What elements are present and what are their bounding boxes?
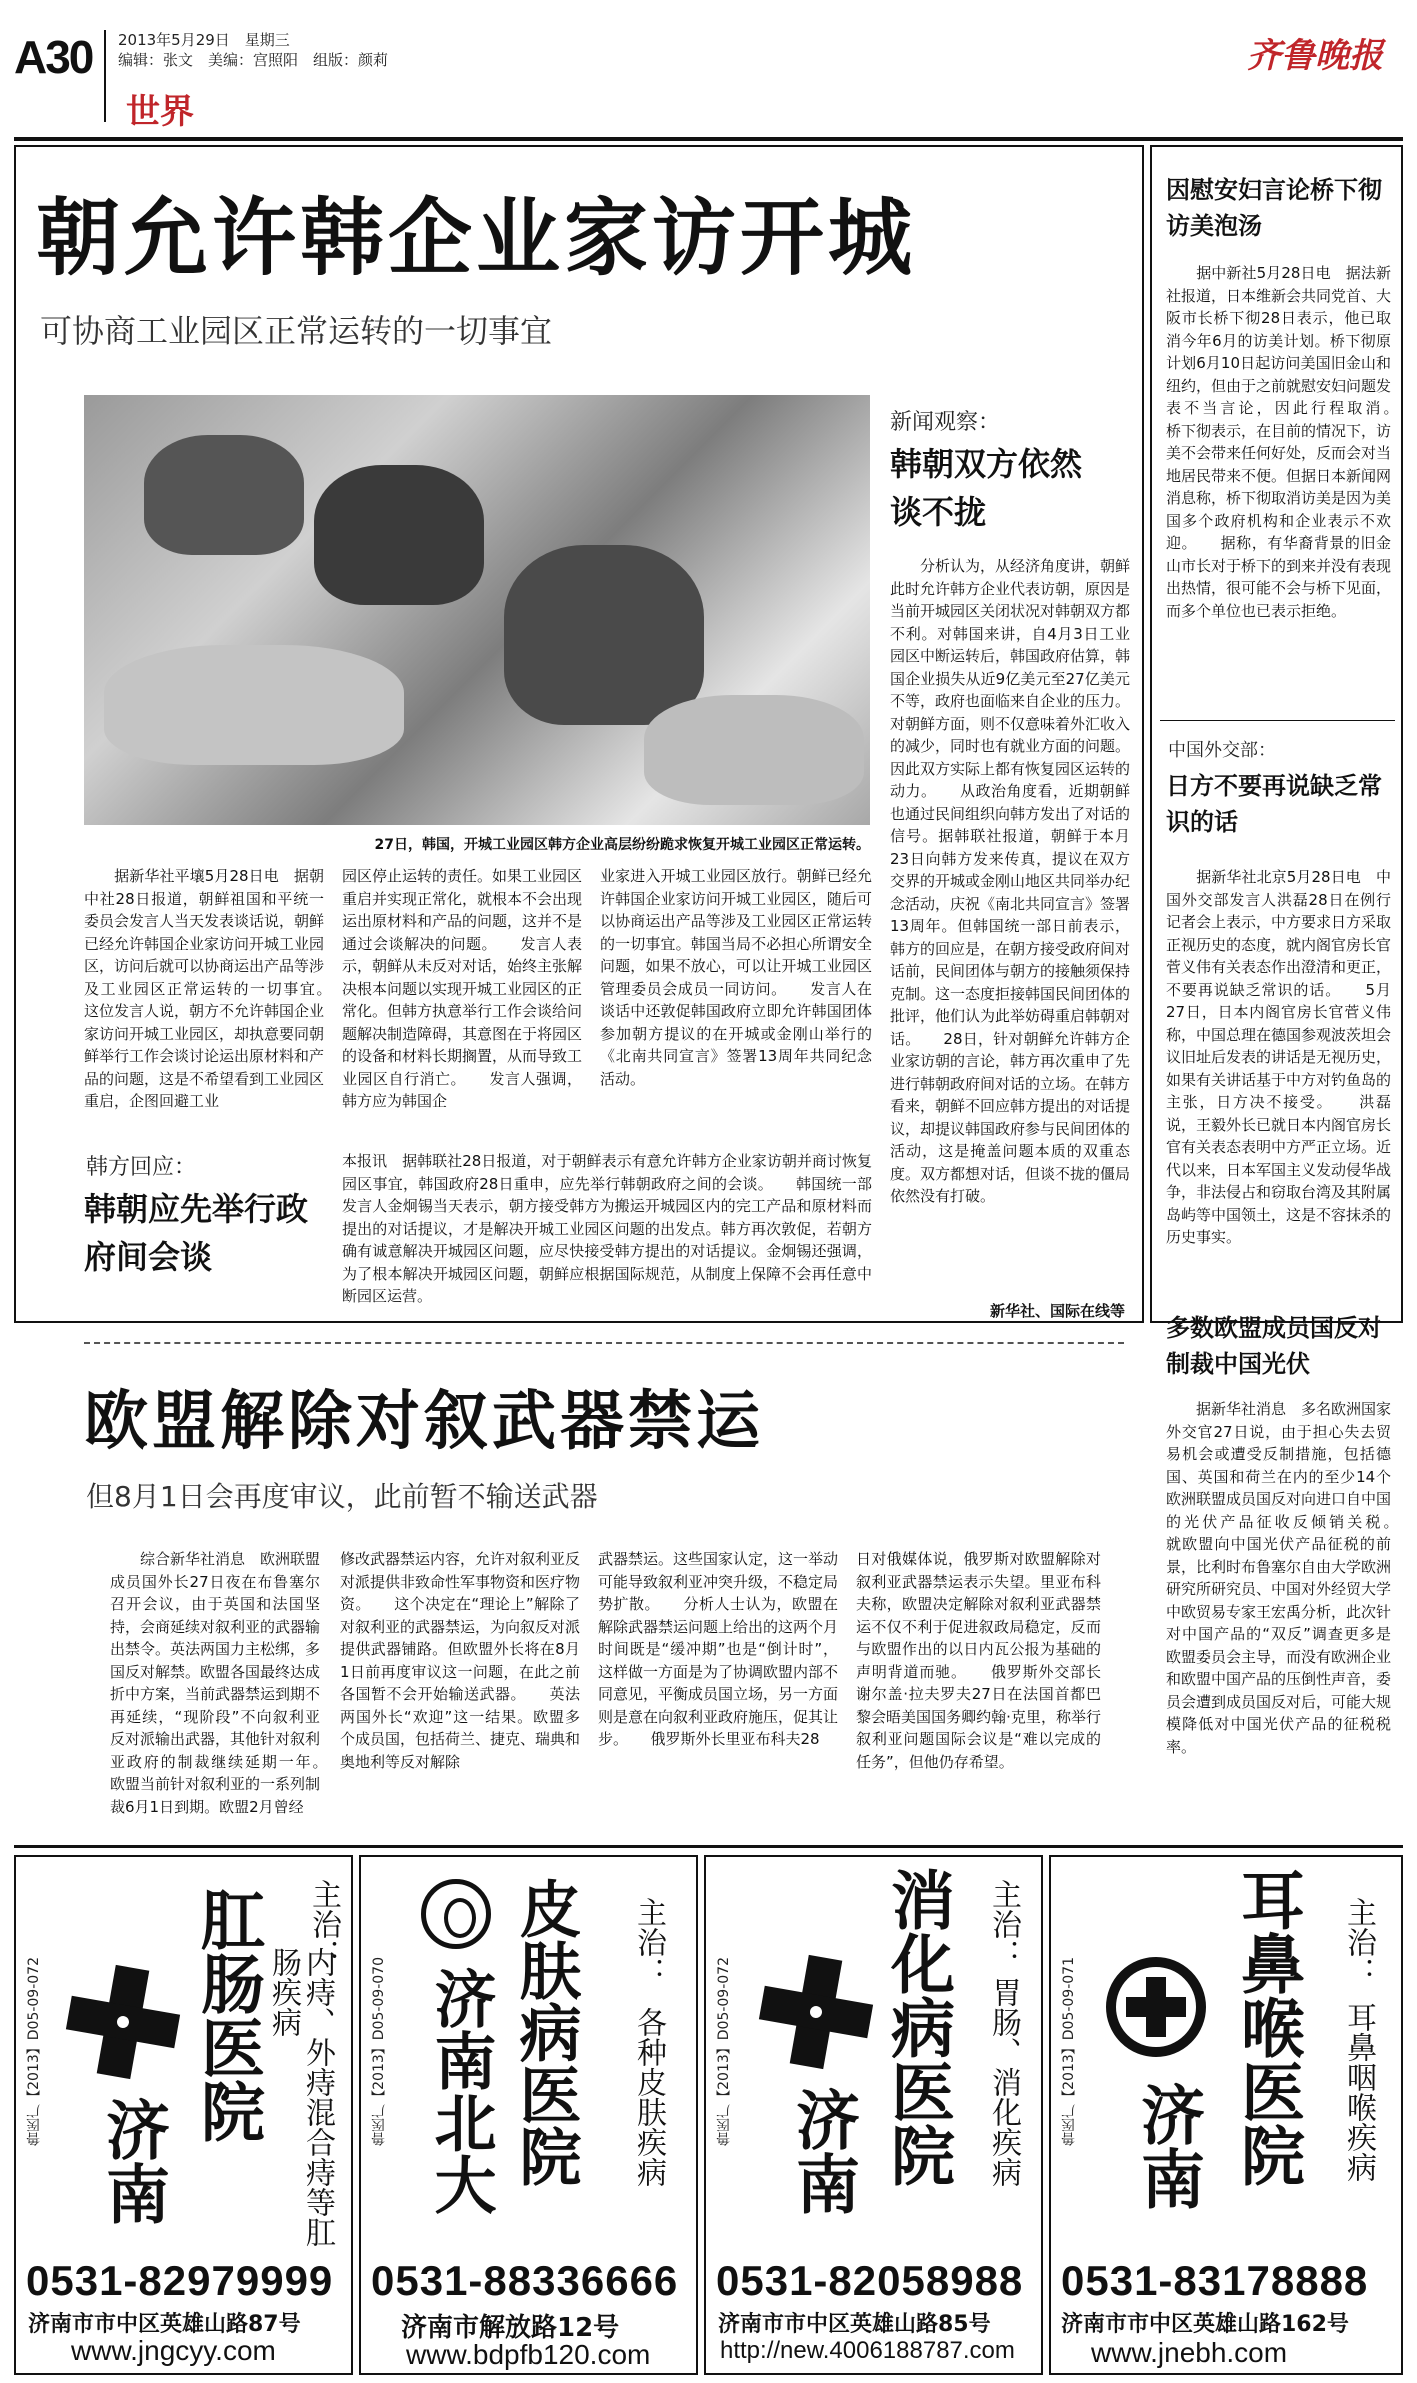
ad-license: 鲁医广【2013】D05-09-072 — [26, 1957, 42, 2146]
sidebar-story2-kicker: 中国外交部： — [1168, 740, 1276, 761]
photo-caption: 27日，韩国，开城工业园区韩方企业高层纷纷跪求恢复开城工业园区正常运转。 — [374, 837, 870, 853]
sidebar-story1-body: 据中新社5月28日电 据法新社报道，日本维新会共同党首、大阪市长桥下彻28日表示，他已取消今年6月的访美计划。桥下彻原计划6月10日起访问美国旧金山和纽约，但由于之前就慰安妇问题发表不当言论，因此行程取消。 桥下彻表示，在目前的情况下，访美不会带来任何好处，反而会对当地居民带来不便。但据日本新闻网消息称，桥下彻取消访美是因为美国多个政府机构和企业表示不欢迎。 据称，有华裔背景的旧金山市长对于桥下的到来并没有表现出热情，很可能不会与桥下见面，而多个单位也已表示拒绝。 — [1166, 264, 1391, 620]
round-seal-logo-icon — [421, 1879, 491, 1949]
ad-address: 济南市市中区英雄山路87号 — [28, 2312, 301, 2337]
lead-body-col3: 业家进入开城工业园区放行。朝鲜已经允许韩国企业家访问开城工业园区，随后可以协商运出产品等涉及工业园区正常运转的一切事宜。韩国当局不必担心所谓安全问题，如果不放心，可以让开城工业园区管理委员会成员一同访问。 发言人在谈话中还敦促韩国政府立即允许韩国团体参加朝方提议的在开城或金刚山举行的《北南共同宣言》签署13周年共同纪念活动。 — [600, 867, 872, 1088]
ad-phone[interactable]: 0531-82979999 — [26, 2257, 334, 2304]
sidebar-story3-headline: 多数欧盟成员国反对制裁中国光伏 — [1166, 1314, 1382, 1378]
sidebar-story2-headline: 日方不要再说缺乏常识的话 — [1166, 772, 1382, 836]
ad-url[interactable]: www.jngcyy.com — [71, 2335, 276, 2366]
second-body-col2: 修改武器禁运内容，允许对叙利亚反对派提供非致命性军事物资和医疗物资。 这个决定在“理论上”解除了对叙利亚的武器禁运，为向叙反对派提供武器铺路。但欧盟外长将在8月1日前再度审议这一问题，在此之前各国暂不会开始输送武器。 英法两国外长“欢迎”这一结果。欧盟多个成员国，包括荷兰、捷克、瑞典和奥地利等反对解除 — [340, 1550, 580, 1771]
sidebar-story3-body: 据新华社消息 多名欧洲国家外交官27日说，由于担心失去贸易机会或遭受反制措施，包括德国、英国和荷兰在内的至少14个欧洲联盟成员国反对向进口自中国的光伏产品征收反倾销关税。 就欧盟向中国光伏产品征税的前景，比利时布鲁塞尔自由大学欧洲研究所研究员、中国对外经贸大学中欧贸易专家王宏禹分析，此次针对中国产品的“双反”调查更多是欧盟委员会主导，而没有欧洲企业和欧盟中国产品的压倒性声音，委员会遭到成员国反对后，可能大规模降低对中国光伏产品的征税税率。 — [1166, 1400, 1391, 1756]
response-kicker: 韩方回应： — [86, 1155, 197, 1180]
ad-license: 鲁医广【2013】D05-09-071 — [1061, 1957, 1077, 2146]
analysis-byline: 新华社、国际在线等 — [990, 1302, 1126, 1320]
second-body-col1: 综合新华社消息 欧洲联盟成员国外长27日夜在布鲁塞尔召开会议，由于英国和法国坚持，会商延续对叙利亚的武器输出禁令。英法两国力主松绑，多国反对解禁。欧盟各国最终达成折中方案，当前武器禁运到期不再延续，“现阶段”不向叙利亚反对派输出武器，其他针对叙利亚政府的制裁继续延期一年。 欧盟当前针对叙利亚的一系列制裁6月1日到期。欧盟2月曾经 — [110, 1550, 320, 1816]
ad-name-hospital: 消化病医院 — [880, 1867, 955, 2187]
ad-phone[interactable]: 0531-82058988 — [716, 2257, 1024, 2304]
story-divider — [84, 1342, 1124, 1344]
cross-logo-icon — [59, 1958, 186, 2085]
response-body: 本报讯 据韩联社28日报道，对于朝鲜表示有意允许韩方企业家访朝并商讨恢复园区事宜，韩国政府28日重申，应先举行韩朝政府之间的会谈。 韩国统一部发言人金炯锡当天表示，朝方接受韩方为搬运开城园区内的完工产品和原材料而提出的对话提议，才是解决开城工业园区问题的出发点。韩方再次敦促，若朝方确有诚意解决开城园区问题，应尽快接受韩方提出的对话提议。金炯锡还强调，为了根本解决开城园区问题，朝鲜应根据国际规范，从制度上保障不会再任意中断园区运营。 — [342, 1152, 872, 1305]
analysis-body: 分析认为，从经济角度讲，朝鲜此时允许韩方企业代表访朝，原因是当前开城园区关闭状况对韩朝双方都不利。对韩国来讲，自4月3日工业园区中断运转后，韩国政府估算，韩国企业损失从近9亿美元至27亿美元不等，政府也面临来自企业的压力。对朝鲜方面，则不仅意味着外汇收入的减少，同时也有就业方面的问题。因此双方实际上都有恢复园区运转的动力。 从政治角度看，近期朝鲜也通过民间组织向韩方发出了对话的信号。据韩联社报道，朝鲜于本月23日向韩方发来传真，提议在双方交界的开城或金刚山地区共同举办纪念活动，庆祝《南北共同宣言》签署13周年。但韩国统一部日前表示，韩方的回应是，在朝方接受政府间对话前，民间团体与朝方的接触须保持克制。这一态度拒接韩国民间团体的批评，他们认为此举妨碍重启韩朝对话。 28日，针对朝鲜允许韩方企业家访朝的言论，韩方再次重申了先进行韩朝政府间对话的立场。在韩方看来，朝鲜不回应韩方提出的对话提议，却提议韩国政府参与民间团体的活动，这是掩盖问题本质的双重态度。双方都想对话，但谈不拢的僵局依然没有打破。 — [890, 557, 1130, 1205]
ad-name-city: 济南 — [95, 2097, 170, 2225]
editors-line: 编辑：张文 美编：宫照阳 组版：颜莉 — [118, 51, 389, 69]
photo-cloth — [644, 695, 864, 805]
ad-url[interactable]: www.bdpfb120.com — [406, 2339, 651, 2370]
analysis-headline: 韩朝双方依然谈不拢 — [890, 445, 1083, 531]
lead-body-col1: 据新华社平壤5月28日电 据朝中社28日报道，朝鲜祖国和平统一委员会发言人当天发表谈话说，朝鲜已经允许韩国企业家访问开城工业园区，访问后就可以协商运出产品等涉及工业园区正常运转的一切事宜。 这位发言人说，朝方不允许韩国企业家访问开城工业园区，却执意要同朝鲜举行工作会谈讨论运出原材料和产品的问题，这是不希望看到工业园区重启，企图回避工业 — [84, 867, 324, 1110]
ad-license: 鲁医广【2013】D05-09-070 — [371, 1957, 387, 2146]
ad-address: 济南市市中区英雄山路162号 — [1061, 2312, 1349, 2337]
ad-name-city: 济南 — [1130, 2082, 1205, 2210]
ad-name-city: 济南北大 — [424, 1967, 497, 2215]
ad-url[interactable]: www.jnebh.com — [1091, 2337, 1288, 2368]
cross-logo-icon — [752, 1948, 879, 2075]
photo-figure — [504, 545, 704, 725]
analysis-kicker: 新闻观察： — [890, 410, 1001, 435]
photo-cloth — [104, 645, 404, 765]
sidebar-divider — [1160, 720, 1395, 721]
ad-name-hospital: 耳鼻喉医院 — [1230, 1867, 1305, 2187]
second-subheadline: 但8月1日会再度审议，此前暂不输送武器 — [86, 1480, 598, 1513]
ad-panel-ent — [1049, 1855, 1403, 2375]
ad-treats: 耳鼻咽喉疾病 — [1341, 2002, 1376, 2182]
ad-treats: 内痔、外痔混合痔等肛肠疾病 — [266, 1947, 335, 2247]
second-body-col4: 日对俄媒体说，俄罗斯对欧盟解除对叙利亚武器禁运表示失望。里亚布科夫称，欧盟决定解除对叙利亚武器禁运不仅不利于促进叙政局稳定，反而与欧盟作出的以日内瓦公报为基础的声明背道而驰。 俄罗斯外交部长谢尔盖·拉夫罗夫27日在法国首都巴黎会晤美国国务卿约翰·克里，称举行叙利亚问题国际会议是“难以完成的任务”，但他仍存希望。 — [856, 1550, 1101, 1771]
photo-figure — [144, 435, 304, 555]
lead-subheadline: 可协商工业园区正常运转的一切事宜 — [40, 312, 553, 350]
ad-panel-digestive — [704, 1855, 1043, 2375]
header-divider — [104, 30, 106, 122]
ad-name-city: 济南 — [785, 2087, 860, 2215]
second-body-col3: 武器禁运。这些国家认定，这一举动可能导致叙利亚冲突升级，不稳定局势扩散。 分析人士认为，欧盟在解除武器禁运问题上给出的这两个月时间既是“缓冲期”也是“倒计时”，这样做一方面是为了协调欧盟内部不同意见，平衡成员国立场，另一方面则是意在向叙利亚政府施压，促其让步。 俄罗斯外长里亚布科夫28 — [598, 1550, 838, 1748]
masthead-logo: 齐鲁晚报 — [1247, 36, 1383, 76]
ad-treats-label: 主治： — [986, 1879, 1021, 1969]
response-headline: 韩朝应先举行政府间会谈 — [84, 1190, 309, 1276]
ad-panel-anorectal — [14, 1855, 353, 2375]
ad-treats-label: 主治： — [306, 1879, 341, 1969]
section-label: 世界 — [126, 92, 194, 132]
ad-treats: 胃肠、消化疾病 — [986, 1977, 1021, 2187]
ad-license: 鲁医广【2013】D05-09-072 — [716, 1957, 732, 2146]
header-rule — [14, 137, 1403, 141]
ad-treats: 各种皮肤疾病 — [631, 2007, 666, 2187]
ad-address: 济南市市中区英雄山路85号 — [718, 2312, 991, 2337]
lead-body-col2: 园区停止运转的责任。如果工业园区重启并实现正常化，就根本不会出现运出原材料和产品的问题，这并不是通过会谈解决的问题。 发言人表示，朝鲜从未反对对话，始终主张解决根本问题以实现开城工业园区的正常化。但韩方执意举行工作会谈给问题解决制造障碍，其意图在于将园区的设备和材料长期搁置，从而导致工业园区自行消亡。 发言人强调，韩方应为韩国企 — [342, 867, 582, 1110]
ad-treats-label: 主治： — [631, 1897, 666, 1987]
second-headline: 欧盟解除对叙武器禁运 — [84, 1385, 764, 1459]
ad-phone[interactable]: 0531-88336666 — [371, 2257, 679, 2304]
ad-panel-dermatology — [359, 1855, 698, 2375]
lead-headline: 朝允许韩企业家访开城 — [36, 189, 917, 287]
ad-address: 济南市解放路12号 — [401, 2313, 620, 2343]
ads-top-rule — [14, 1845, 1403, 1848]
ad-phone[interactable]: 0531-83178888 — [1061, 2257, 1369, 2304]
page-number: A30 — [14, 31, 93, 83]
ad-treats-label: 主治： — [1341, 1897, 1376, 1987]
ad-name-hospital: 肛肠医院 — [190, 1887, 265, 2143]
sidebar-story2-body: 据新华社北京5月28日电 中国外交部发言人洪磊28日在例行记者会上表示，中方要求日方采取正视历史的态度，就内阁官房长官菅义伟有关表态作出澄清和更正，不要再说缺乏常识的话。 5月27日，日本内阁官房长官菅义伟称，中国总理在德国参观波茨坦会议旧址后发表的讲话是无视历史，如果有关讲话基于中方对钓鱼岛的主张，日方决不接受。 洪磊说，王毅外长已就日本内阁官房长官有关表态表明中方严正立场。近代以来，日本军国主义发动侵华战争，非法侵占和窃取台湾及其附属岛屿等中国领土，这是不容抹杀的历史事实。 — [1166, 868, 1391, 1246]
sidebar-story1-headline: 因慰安妇言论桥下彻访美泡汤 — [1166, 176, 1382, 240]
lead-photo — [84, 395, 870, 825]
photo-figure — [314, 465, 484, 605]
ad-name-hospital: 皮肤病医院 — [509, 1877, 582, 2187]
ring-cross-logo-icon — [1106, 1957, 1206, 2057]
date-line: 2013年5月29日 星期三 — [118, 31, 290, 49]
ad-url[interactable]: http://new.4006188787.com — [720, 2337, 1015, 2364]
